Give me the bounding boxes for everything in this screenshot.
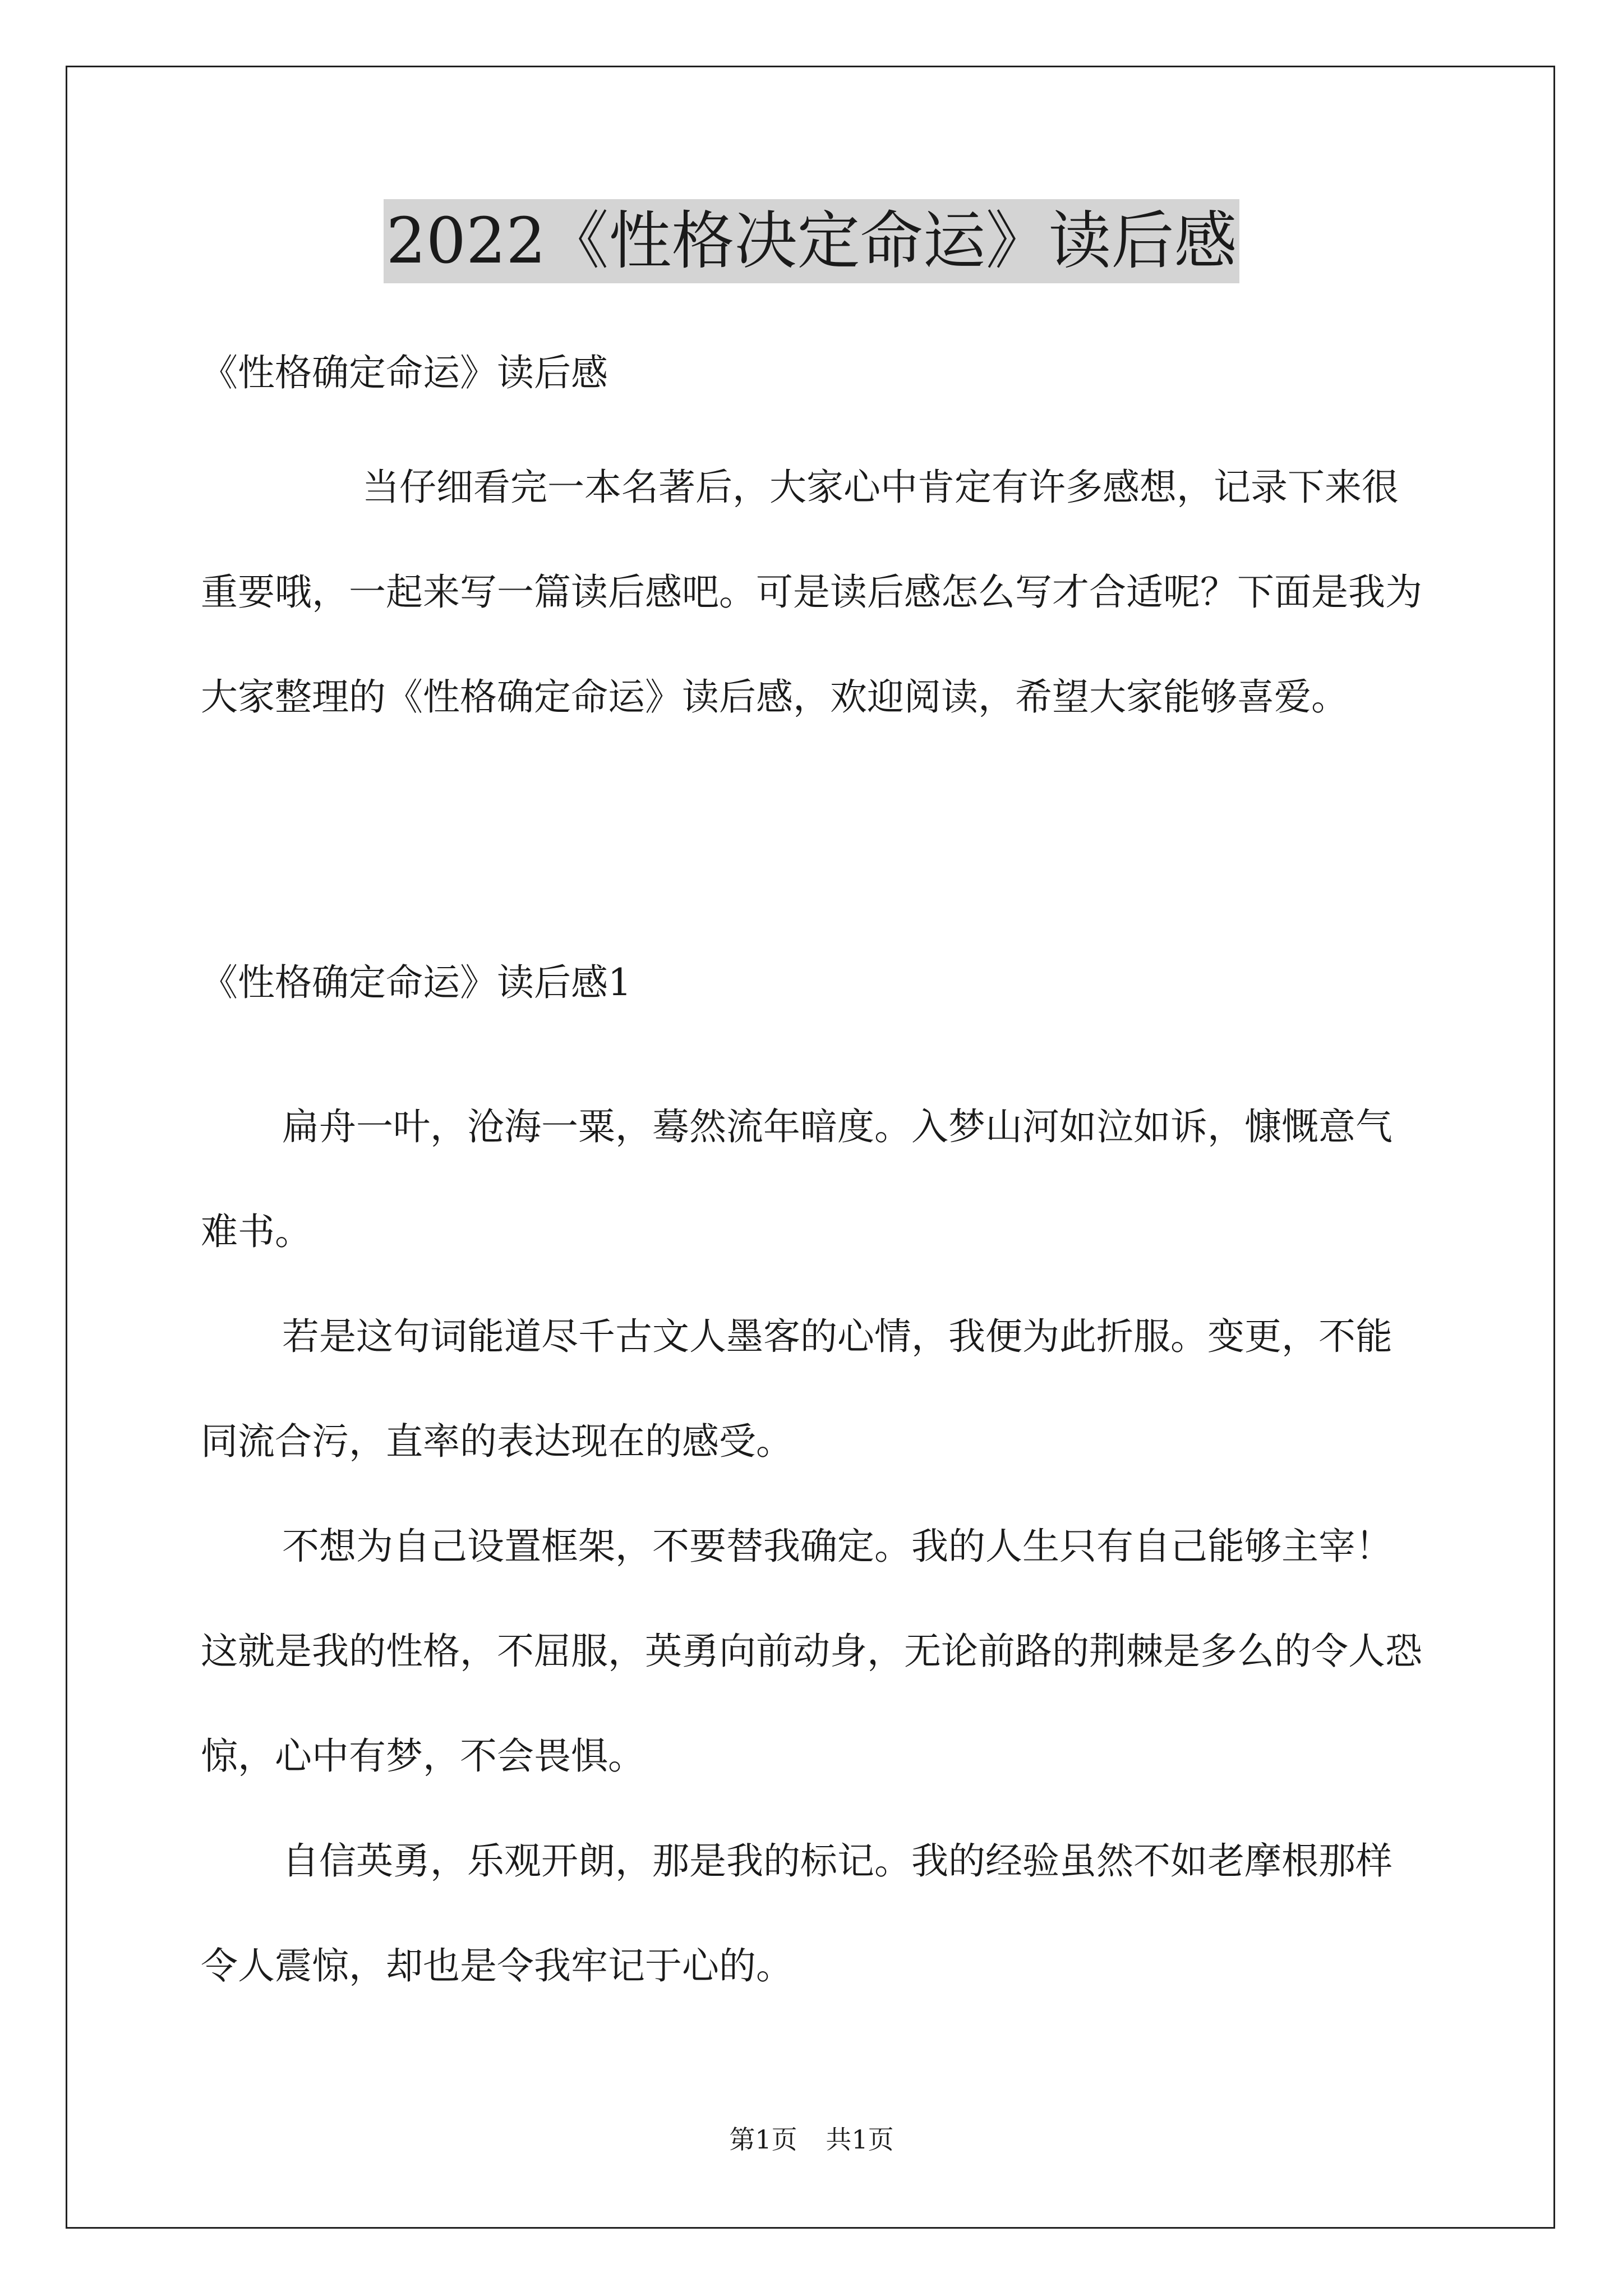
body-paragraph: 扁舟一叶，沧海一粟，蓦然流年暗度。入梦山河如泣如诉，慷慨意气难书。 (201, 1105, 1393, 1253)
subtitle-block (201, 345, 1429, 401)
document-subtitle: 《性格确定命运》读后感 (201, 351, 608, 394)
body-paragraph: 自信英勇，乐观开朗，那是我的标记。我的经验虽然不如老摩根那样令人震惊，却也是令我牢记于心的。 (201, 1839, 1393, 1987)
page-total: 共1页 (826, 2124, 894, 2155)
page-footer (0, 2119, 1623, 2156)
intro-paragraph: 当仔细看完一本名著后，大家心中肯定有许多感想，记录下来很重要哦，一起来写一篇读后感吧。可是读后感怎么写才合适呢？下面是我为大家整理的《性格确定命运》读后感，欢迎阅读，希望大家能够喜爱。 (201, 466, 1422, 719)
document-title: 2022《性格决定命运》读后感 (384, 199, 1239, 283)
body-paragraph: 若是这句词能道尽千古文人墨客的心情，我便为此折服。变更，不能同流合污，直率的表达现在的感受。 (201, 1315, 1393, 1463)
body-paragraphs (201, 1074, 1429, 2018)
body-paragraph: 不想为自己设置框架，不要替我确定。我的人生只有自己能够主宰！这就是我的性格，不屈服，英勇向前动身，无论前路的荆棘是多么的令人恐惊，心中有梦，不会畏惧。 (201, 1525, 1422, 1778)
section-heading: 《性格确定命运》读后感1 (201, 961, 631, 1004)
page-number: 第1页 (729, 2124, 797, 2155)
section-heading-block (201, 955, 1429, 1011)
intro-block (201, 435, 1429, 749)
document-title-block (0, 199, 1623, 283)
